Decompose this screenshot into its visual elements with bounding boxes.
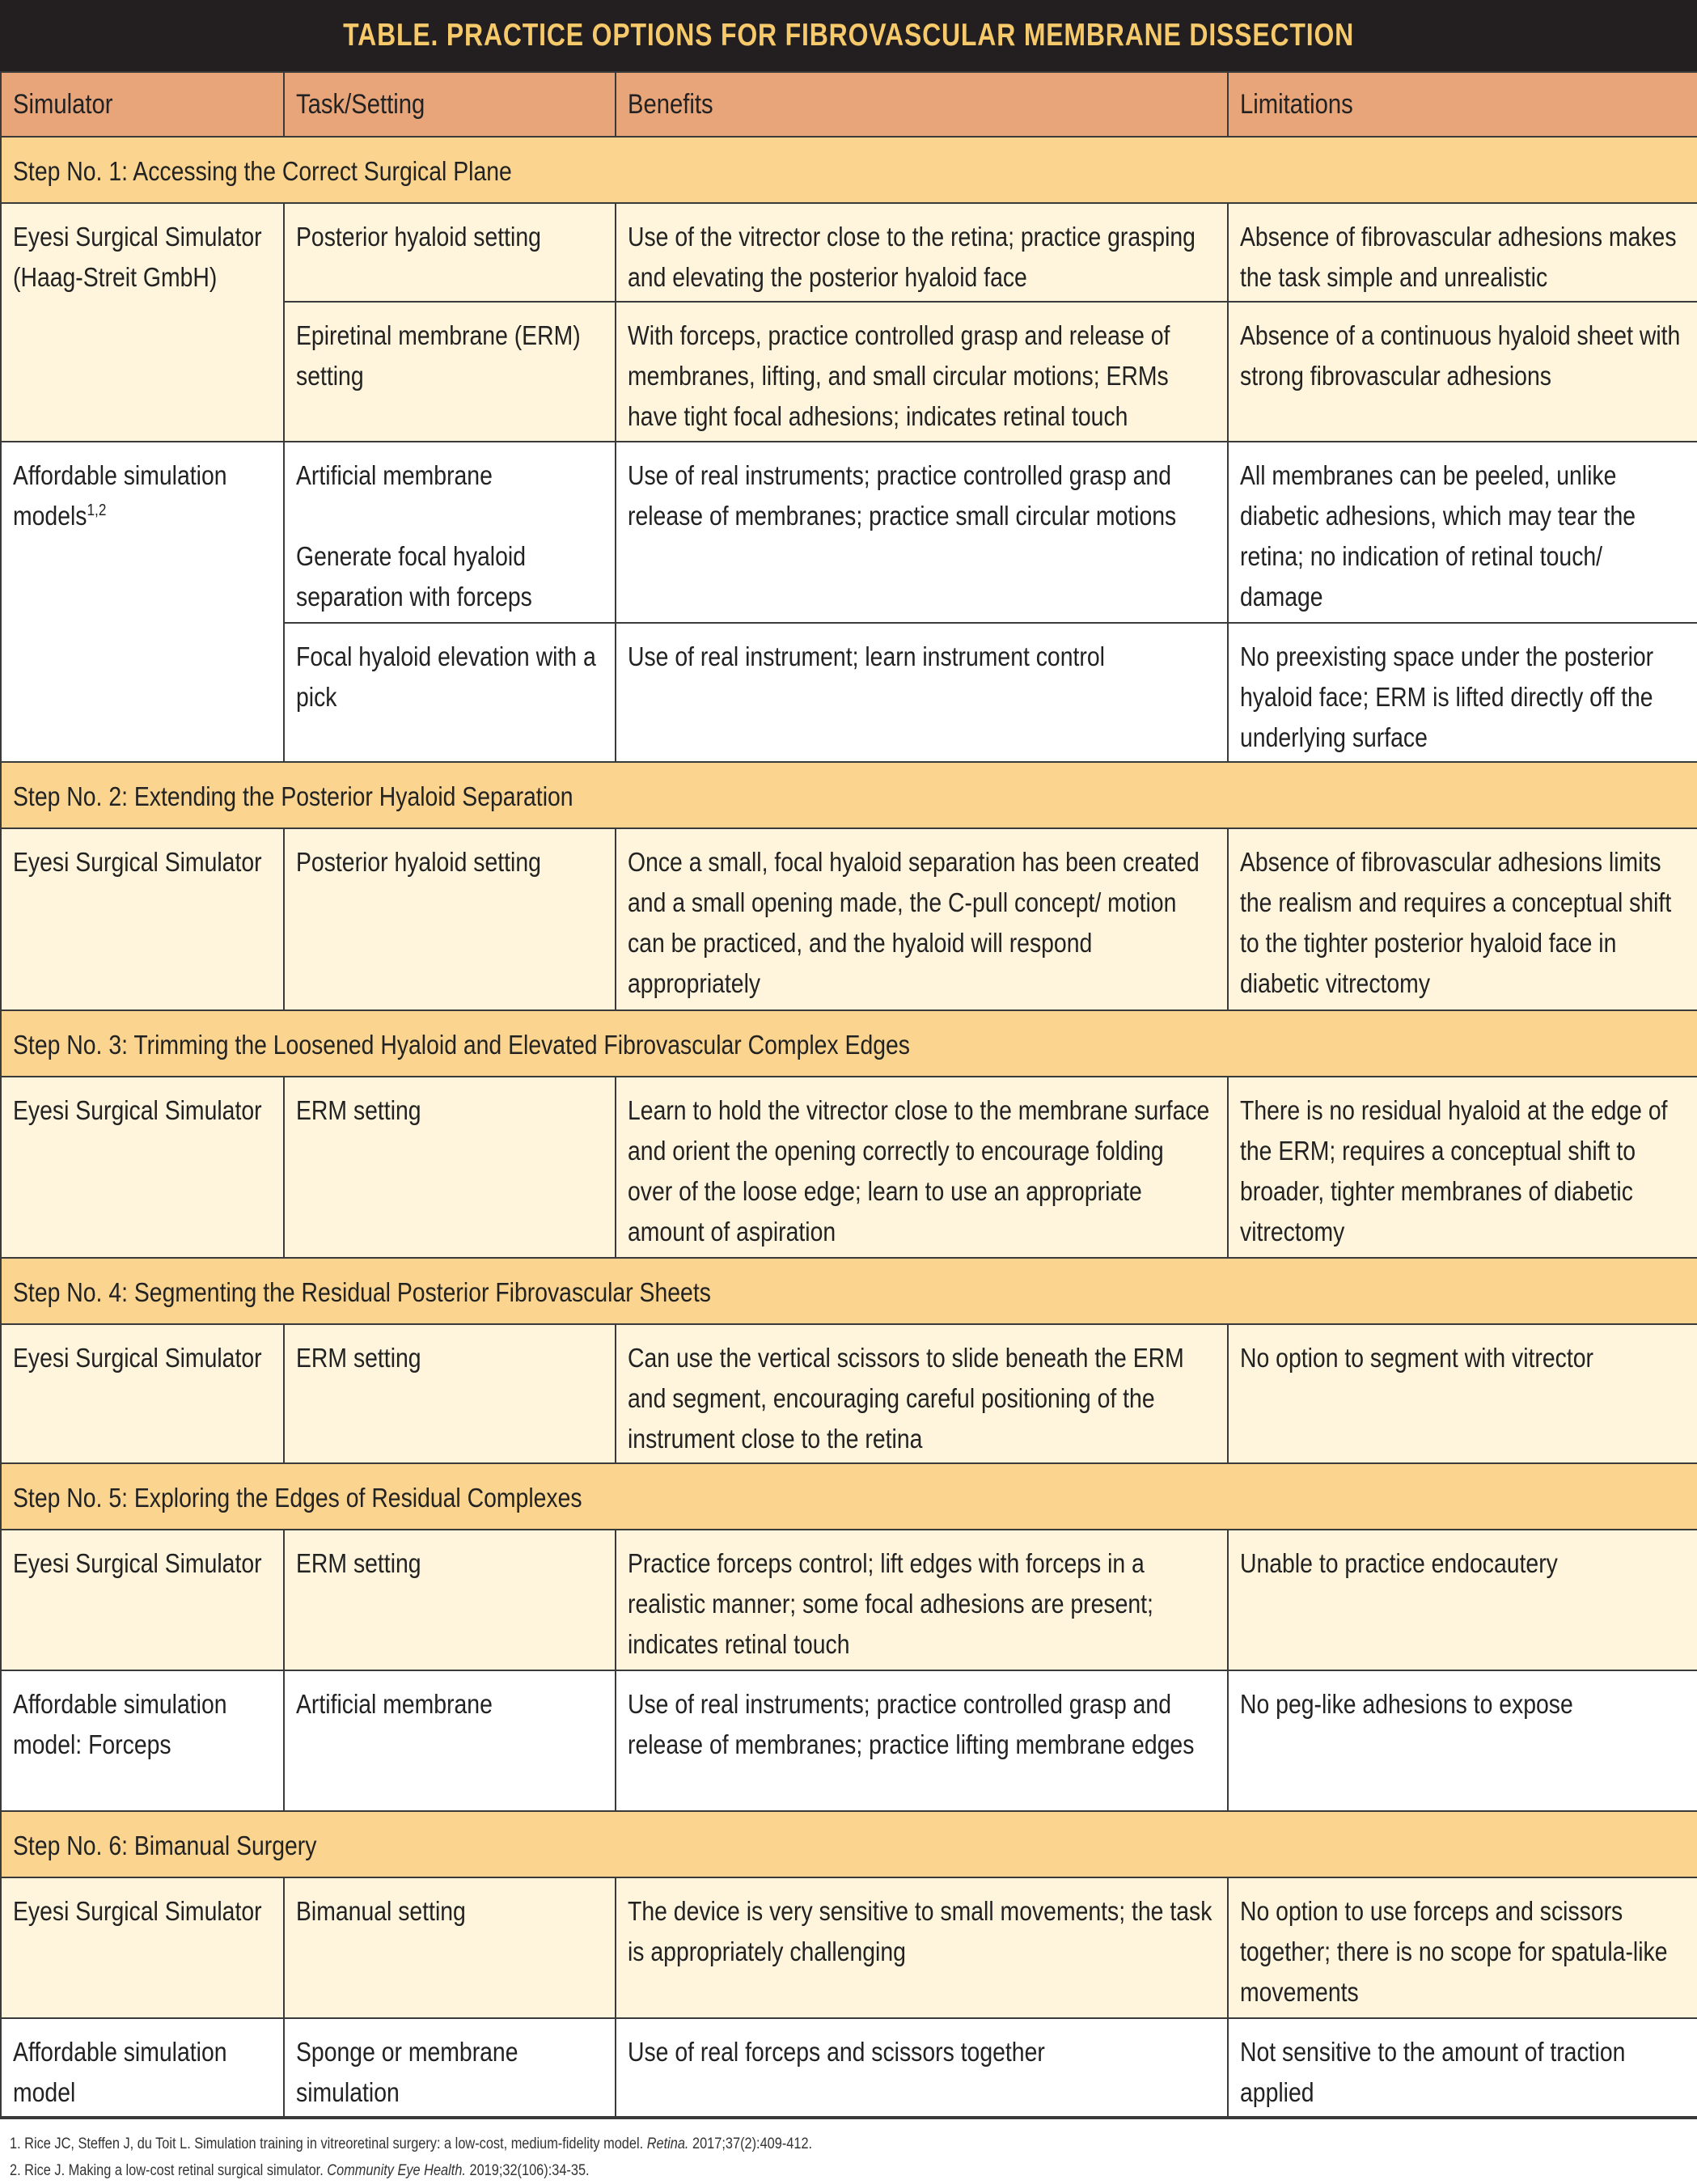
- step-row: [1, 1811, 1697, 1877]
- cell-simulator: Affordable simulation model: [1, 2018, 284, 2117]
- footnote-2: 2. Rice J. Making a low-cost retinal surgical simulator. Community Eye Health. 2019;32(106):34-35.: [10, 2162, 590, 2179]
- cell-task: Artificial membrane: [284, 1670, 616, 1811]
- table-row: [1, 203, 1697, 302]
- spacer: [296, 496, 603, 536]
- cell-benefits: Learn to hold the vitrector close to the membrane surface and orient the opening correctly to encourage folding over of the loose edge; learn to use an appropriate amount of aspiration: [616, 1077, 1228, 1258]
- step-row: [1, 1258, 1697, 1324]
- cell-limitations: Unable to practice endocautery: [1228, 1530, 1697, 1670]
- cell-benefits: Use of real instruments; practice controlled grasp and release of membranes; practice lifting membrane edges: [616, 1670, 1228, 1811]
- cell-limitations: All membranes can be peeled, unlike diabetic adhesions, which may tear the retina; no indication of retinal touch/ damage: [1228, 442, 1697, 623]
- cell-limitations: Not sensitive to the amount of traction applied: [1228, 2018, 1697, 2117]
- cell-benefits: Use of real forceps and scissors together: [616, 2018, 1228, 2117]
- step-heading: Step No. 3: Trimming the Loosened Hyaloid and Elevated Fibrovascular Complex Edges: [1, 1010, 1697, 1077]
- footnote-1: 1. Rice JC, Steffen J, du Toit L. Simulation training in vitreoretinal surgery: a low-cost, medium-fidelity model. Retina. 2017;37(2):409-412.: [10, 2135, 813, 2152]
- cell-simulator: Affordable simulation model: Forceps: [1, 1670, 284, 1811]
- step-heading: Step No. 6: Bimanual Surgery: [1, 1811, 1697, 1877]
- practice-options-table: [0, 71, 1697, 2118]
- cell-task: Artificial membrane Generate focal hyaloid separation with forceps: [284, 442, 616, 623]
- step-row: [1, 137, 1697, 203]
- cell-task: ERM setting: [284, 1077, 616, 1258]
- table-row: [1, 828, 1697, 1010]
- cell-benefits: Practice forceps control; lift edges with forceps in a realistic manner; some focal adhesions are present; indicates retinal touch: [616, 1530, 1228, 1670]
- cell-task-secondary: Generate focal hyaloid separation with forceps: [296, 541, 532, 612]
- table-title-bar: [0, 0, 1697, 71]
- cell-benefits: Can use the vertical scissors to slide beneath the ERM and segment, encouraging careful positioning of the instrument close to the retina: [616, 1324, 1228, 1463]
- table-row: [1, 1877, 1697, 2018]
- cell-simulator: Eyesi Surgical Simulator: [1, 828, 284, 1010]
- cell-benefits: Use of the vitrector close to the retina; practice grasping and elevating the posterior hyaloid face: [616, 203, 1228, 302]
- footnote-ref: 1,2: [87, 502, 107, 519]
- table-row: [1, 1324, 1697, 1463]
- header-limitations: Limitations: [1228, 72, 1697, 137]
- cell-simulator: Affordable simulation models$^{1,2}$: [1, 442, 284, 762]
- header-simulator: Simulator: [1, 72, 284, 137]
- step-row: [1, 762, 1697, 828]
- step-heading: Step No. 2: Extending the Posterior Hyaloid Separation: [1, 762, 1697, 828]
- table-row: [1, 1530, 1697, 1670]
- cell-benefits: With forceps, practice controlled grasp and release of membranes, lifting, and small circular motions; ERMs have tight focal adhesions; indicates retinal touch: [616, 302, 1228, 442]
- cell-limitations: Absence of a continuous hyaloid sheet with strong fibrovascular adhesions: [1228, 302, 1697, 442]
- cell-benefits: Use of real instruments; practice controlled grasp and release of membranes; practice small circular motions: [616, 442, 1228, 623]
- table-row: [1, 2018, 1697, 2117]
- cell-benefits: Use of real instrument; learn instrument control: [616, 623, 1228, 762]
- step-row: [1, 1010, 1697, 1077]
- table-row: [1, 442, 1697, 623]
- cell-simulator: Eyesi Surgical Simulator: [1, 1077, 284, 1258]
- cell-simulator: Eyesi Surgical Simulator (Haag-Streit GmbH): [1, 203, 284, 442]
- cell-task: ERM setting: [284, 1324, 616, 1463]
- step-row: [1, 1463, 1697, 1530]
- cell-task: Posterior hyaloid setting: [284, 203, 616, 302]
- table-row: [1, 1670, 1697, 1811]
- step-heading: Step No. 5: Exploring the Edges of Residual Complexes: [1, 1463, 1697, 1530]
- cell-limitations: No preexisting space under the posterior hyaloid face; ERM is lifted directly off the underlying surface: [1228, 623, 1697, 762]
- cell-limitations: No option to segment with vitrector: [1228, 1324, 1697, 1463]
- cell-limitations: No option to use forceps and scissors together; there is no scope for spatula-like movements: [1228, 1877, 1697, 2018]
- table-title: TABLE. PRACTICE OPTIONS FOR FIBROVASCULAR MEMBRANE DISSECTION: [343, 18, 1354, 53]
- footnotes: [0, 2118, 1697, 2184]
- step-heading: Step No. 4: Segmenting the Residual Posterior Fibrovascular Sheets: [1, 1258, 1697, 1324]
- cell-limitations: No peg-like adhesions to expose: [1228, 1670, 1697, 1811]
- header-benefits: Benefits: [616, 72, 1228, 137]
- cell-task: Epiretinal membrane (ERM) setting: [284, 302, 616, 442]
- header-task-setting: Task/Setting: [284, 72, 616, 137]
- cell-task: Bimanual setting: [284, 1877, 616, 2018]
- cell-simulator: Eyesi Surgical Simulator: [1, 1324, 284, 1463]
- cell-task: ERM setting: [284, 1530, 616, 1670]
- cell-simulator: Eyesi Surgical Simulator: [1, 1530, 284, 1670]
- cell-task: Sponge or membrane simulation: [284, 2018, 616, 2117]
- header-row: [1, 72, 1697, 137]
- cell-task: Focal hyaloid elevation with a pick: [284, 623, 616, 762]
- cell-simulator: Eyesi Surgical Simulator: [1, 1877, 284, 2018]
- cell-task: Posterior hyaloid setting: [284, 828, 616, 1010]
- cell-benefits: Once a small, focal hyaloid separation has been created and a small opening made, the C-pull concept/ motion can be practiced, and the hyaloid will respond appropriately: [616, 828, 1228, 1010]
- cell-limitations: There is no residual hyaloid at the edge of the ERM; requires a conceptual shift to broader, tighter membranes of diabetic vitrectomy: [1228, 1077, 1697, 1258]
- table-row: [1, 1077, 1697, 1258]
- cell-limitations: Absence of fibrovascular adhesions makes the task simple and unrealistic: [1228, 203, 1697, 302]
- cell-benefits: The device is very sensitive to small movements; the task is appropriately challenging: [616, 1877, 1228, 2018]
- step-heading: Step No. 1: Accessing the Correct Surgical Plane: [1, 137, 1697, 203]
- cell-limitations: Absence of fibrovascular adhesions limits the realism and requires a conceptual shift to the tighter posterior hyaloid face in diabetic vitrectomy: [1228, 828, 1697, 1010]
